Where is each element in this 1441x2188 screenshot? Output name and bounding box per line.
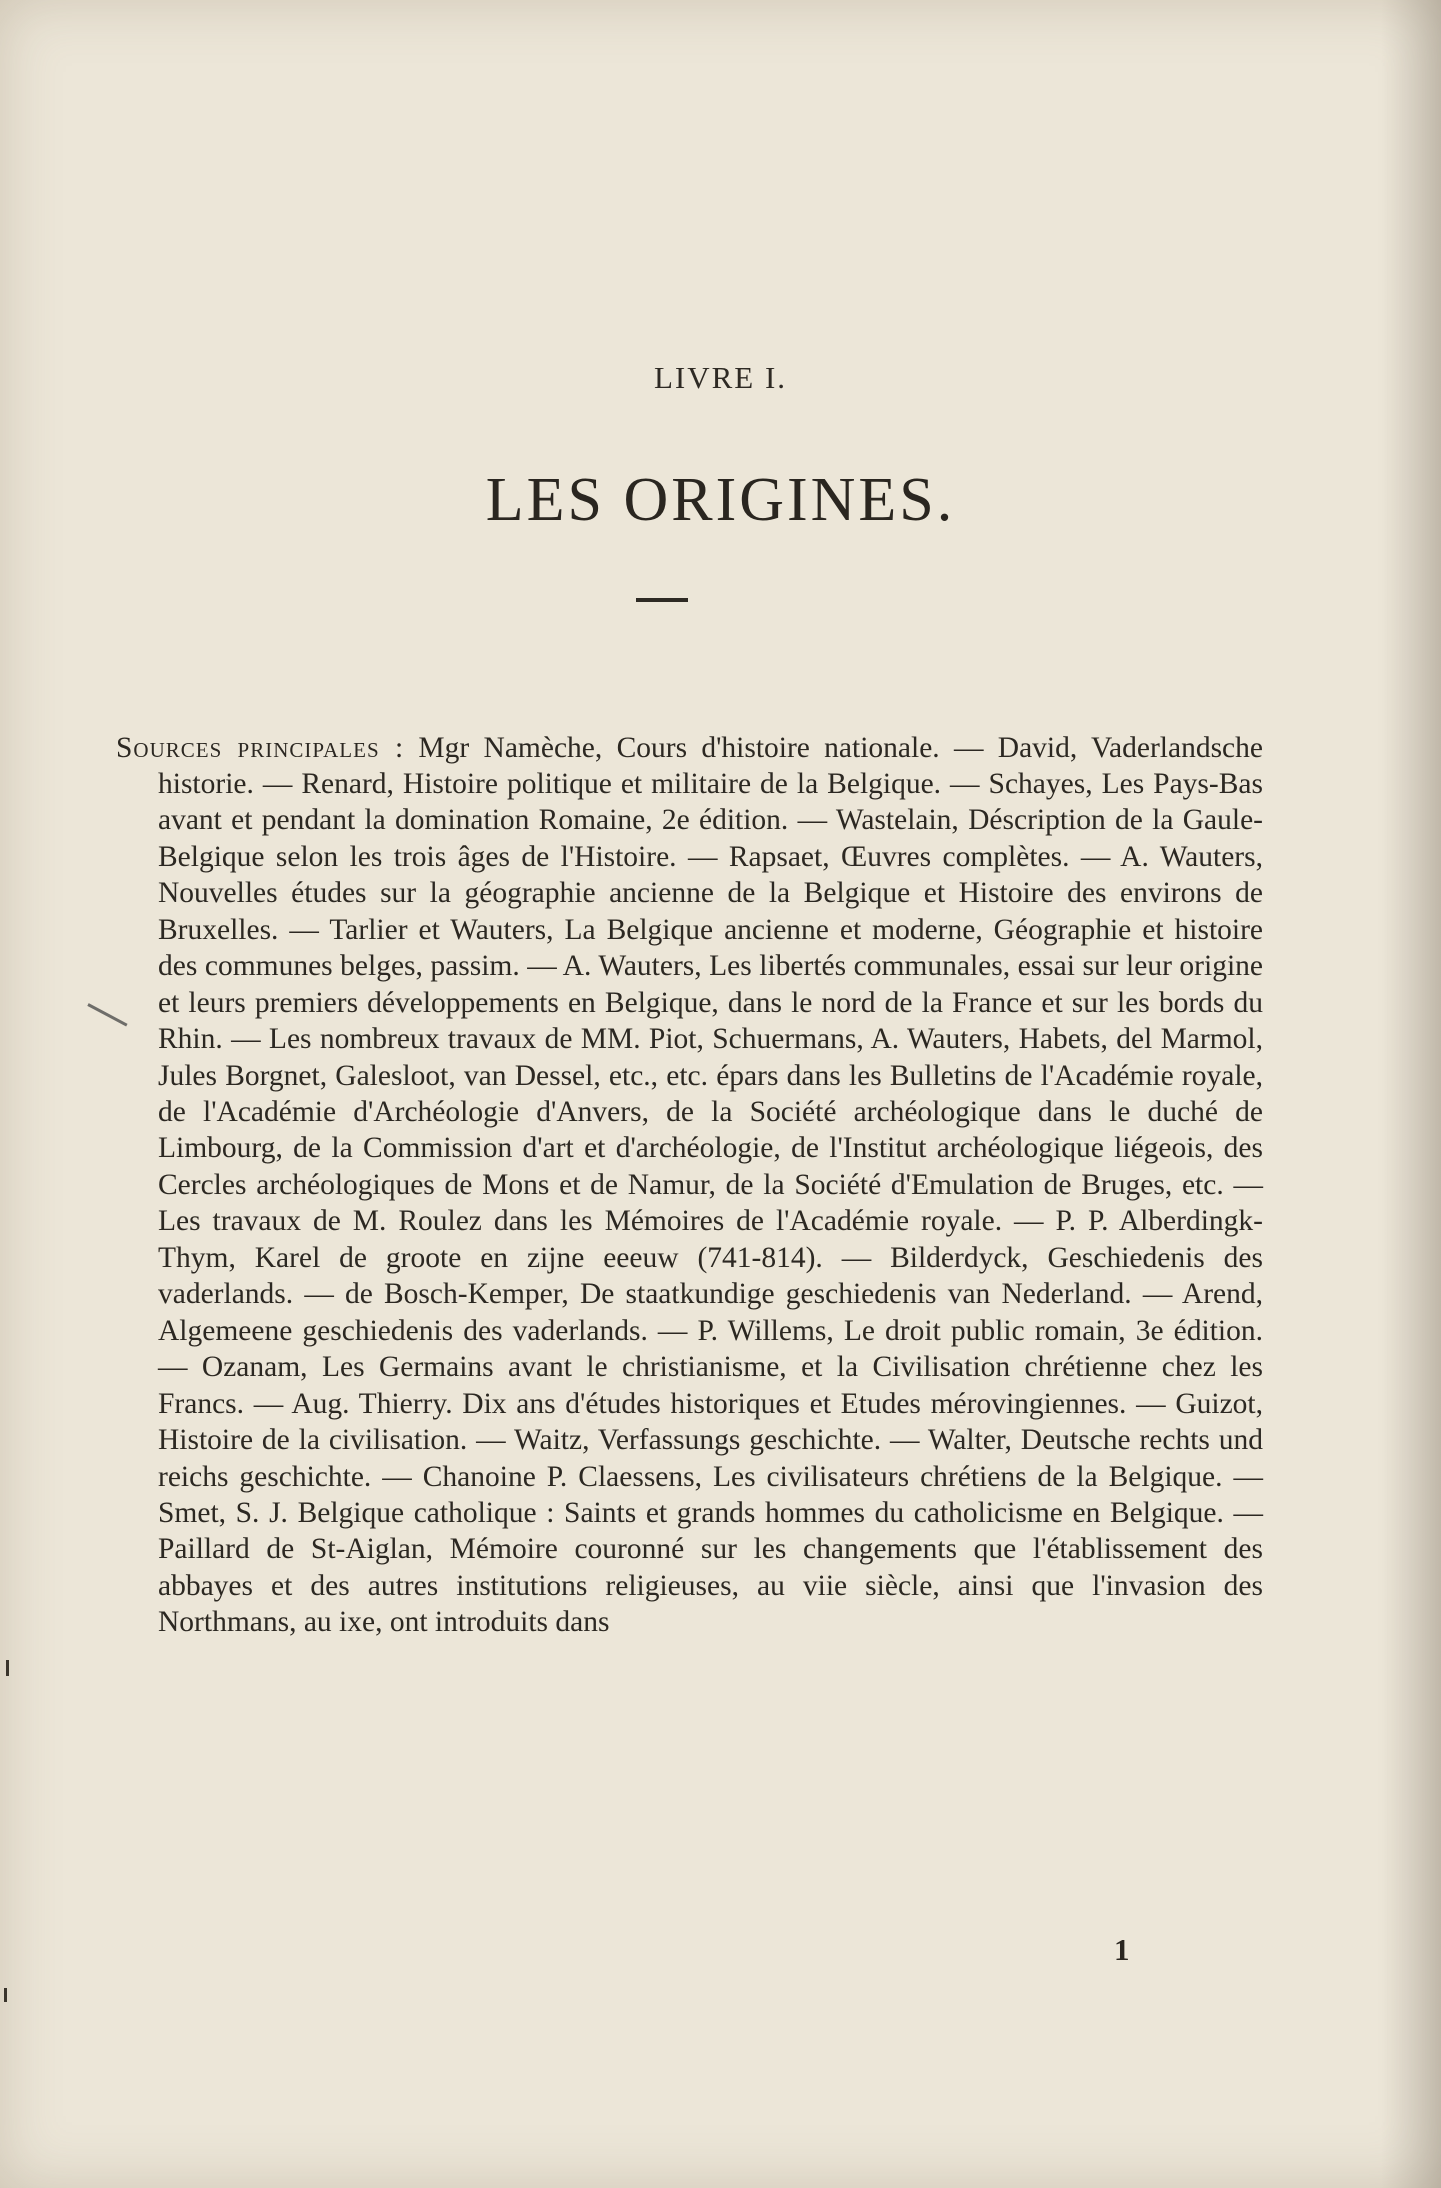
sources-heading: Sources principales : — [116, 731, 405, 764]
binding-tick — [4, 1988, 7, 2002]
book-label: LIVRE I. — [653, 360, 788, 395]
chapter-title: LES ORIGINES. — [485, 466, 956, 534]
sources-text: Mgr Namèche, Cours d'histoire nationale. — David, Vaderlandsche historie. — Renard, Histoire politique et militaire de la Belgique. — Schayes, Les Pays-Bas avant et pendant la domination Romaine, 2e édition. — Wastelain, Déscription de la Gaule-Belgique selon les trois âges de l'Histoire. — Rapsaet, Œuvres complètes. — A. Wauters, Nouvelles études sur la géographie ancienne de la Belgique et Histoire des environs de Bruxelles. — Tarlier et Wauters, La Belgique ancienne et moderne, Géographie et histoire des communes belges, passim. — A. Wauters, Les libertés communales, essai sur leur origine et leurs premiers développements en Belgique, dans le nord de la France et sur les bords du Rhin. — Les nombreux travaux de MM. Piot, Schuermans, A. Wauters, Habets, del Marmol, Jules Borgnet, Galesloot, van Dessel, etc., etc. épars dans les Bulletins de l'Académie royale, de l'Académie d'Archéologie d'Anvers, de la Société archéologique dans le duché de Limbourg, de la Commission d'art et d'archéologie, de l'Institut archéologique liégeois, des Cercles archéologiques de Mons et de Namur, de la Société d'Emulation de Bruges, etc. — Les travaux de M. Roulez dans les Mémoires de l'Académie royale. — P. P. Alberdingk-Thym, Karel de groote en zijne eeeuw (741-814). — Bilderdyck, Geschiedenis des vaderlands. — de Bosch-Kemper, De staatkundige geschiedenis van Nederland. — Arend, Algemeene geschiedenis des vaderlands. — P. Willems, Le droit public romain, 3e édition. — Ozanam, Les Germains avant le christianisme, et la Civilisation chrétienne chez les Francs. — Aug. Thierry. Dix ans d'études historiques et Etudes mérovingiennes. — Guizot, Histoire de la civilisation. — Waitz, Verfassungs geschichte. — Walter, Deutsche rechts und reichs geschichte. — Chanoine P. Claessens, Les civilisateurs chrétiens de la Belgique. — Smet, S. J. Belgique catholique : Saints et grands hommes du catholicisme en Belgique. — Paillard de St-Aiglan, Mémoire couronné sur les changements que l'établissement des abbayes et des autres institutions religieuses, au viie siècle, ainsi que l'invasion des Northmans, au ixe, ont introduits dans — [158, 731, 1263, 1639]
title-rule — [636, 598, 688, 602]
page-edge-shadow — [1381, 0, 1441, 2188]
page-number: 1 — [1114, 1932, 1130, 1967]
sources-paragraph — [116, 730, 1263, 1641]
binding-tick — [6, 1660, 9, 1676]
